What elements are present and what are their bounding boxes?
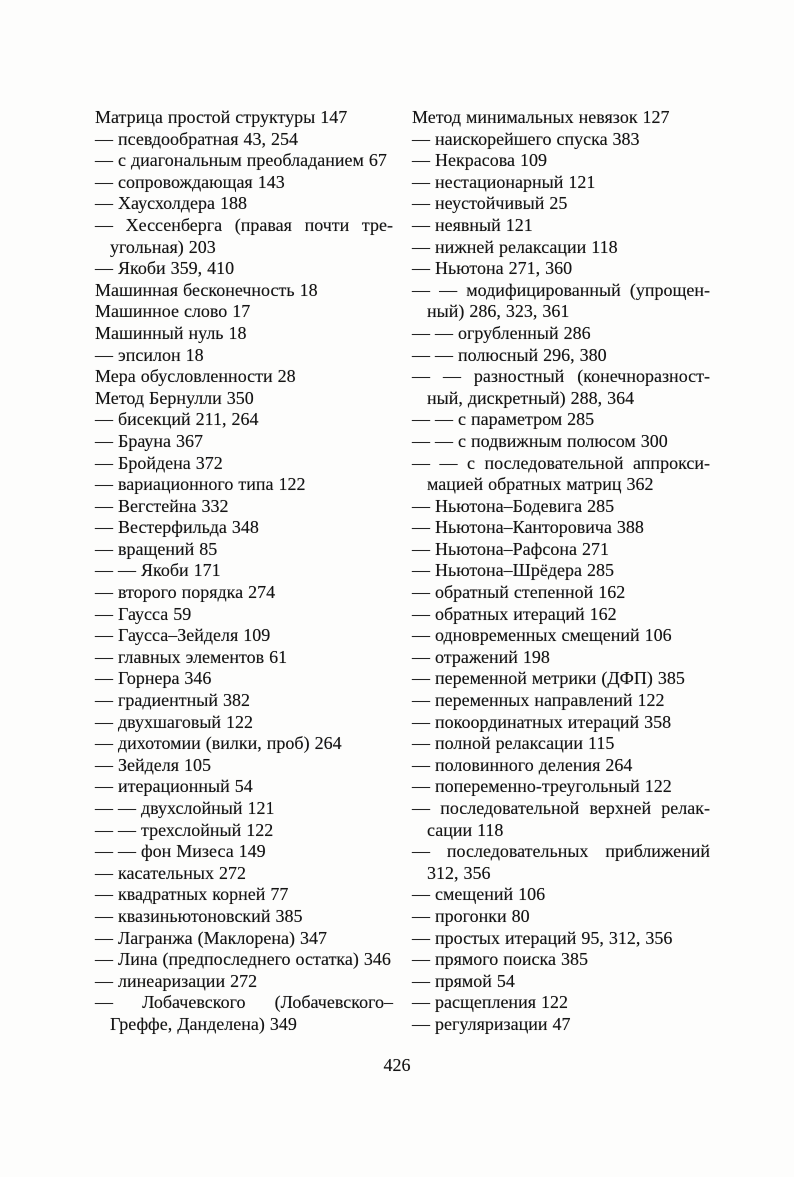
index-entry: — — с параметром 285 (412, 409, 595, 430)
index-entry: — итерационный 54 (95, 776, 253, 797)
index-entry: — смещений 106 (412, 884, 546, 905)
index-entry: — нестационарный 121 (412, 171, 596, 192)
index-entry: — расщепления 122 (412, 992, 568, 1013)
index-entry: — линеаризации 272 (95, 970, 258, 991)
index-entry: — градиентный 382 (95, 690, 251, 711)
index-entry: — эпсилон 18 (95, 344, 204, 365)
index-entry: — простых итераций 95, 312, 356 (412, 927, 673, 948)
index-entry: — Вестерфильда 348 (95, 517, 259, 538)
index-entry: — Ньютона–Бодевига 285 (412, 495, 615, 516)
index-entry: — последовательных приближений 312, 356 (412, 841, 710, 883)
index-entry: — Бройдена 372 (95, 452, 223, 473)
index-entry: — — полюсный 296, 380 (412, 344, 607, 365)
index-entry: — — модифицированный (упрощенный) 286, 323, 361 (412, 279, 710, 322)
index-entry: — неявный 121 (412, 214, 533, 235)
index-entry: — обратный степенной 162 (412, 582, 626, 603)
index-entry: — — разностный (конечноразностный, дискретный) 288, 364 (412, 366, 710, 408)
index-entry: Матрица простой структуры 147 (95, 107, 348, 127)
index-entry: — — трехслойный 122 (95, 819, 274, 840)
index-entry: — квазиньютоновский 385 (95, 905, 303, 926)
index-entry: — — с подвижным полюсом 300 (412, 430, 668, 451)
index-entry: — Лина (предпоследнего остатка) 346 (95, 949, 391, 970)
index-entry: — главных элементов 61 (95, 646, 288, 667)
index-entry: — двухшаговый 122 (95, 711, 254, 732)
index-entry: — — двухслойный 121 (95, 798, 275, 818)
index-entry: — переменной метрики (ДФП) 385 (412, 668, 685, 689)
index-column-left (95, 107, 393, 1036)
index-entry: — Брауна 367 (95, 430, 204, 451)
index-entry: — псевдообратная 43, 254 (95, 128, 298, 149)
index-entry: — — фон Мизеса 149 (95, 841, 266, 862)
index-entry: — покоординатных итераций 358 (412, 711, 672, 732)
index-entry: — Горнера 346 (95, 668, 212, 689)
index-entry: — дихотомии (вилки, проб) 264 (95, 733, 342, 754)
index-entry: — обратных итераций 162 (412, 603, 617, 624)
index-entry: — прогонки 80 (412, 905, 530, 926)
index-entry: — прямой 54 (412, 970, 515, 991)
index-entry: — Ньютона–Шрёдера 285 (412, 560, 614, 581)
index-entry: — с диагональным преобладанием 67 (95, 150, 387, 171)
index-entry: Машинное слово 17 (95, 301, 251, 322)
index-entry: — отражений 198 (412, 646, 550, 667)
index-entry: — последовательной верхней релаксации 118 (412, 798, 710, 840)
index-entry: — Хаусхолдера 188 (95, 193, 248, 214)
index-entry: — нижней релаксации 118 (412, 236, 618, 257)
index-entry: — прямого поиска 385 (412, 949, 588, 970)
index-entry: — Вегстейна 332 (95, 495, 229, 516)
index-entry: — Гаусса–Зейделя 109 (95, 625, 271, 646)
index-entry: — переменных направлений 122 (412, 690, 665, 711)
index-entry: — вариационного типа 122 (95, 474, 306, 495)
index-entry: — — Якоби 171 (95, 560, 221, 581)
index-entry: — Ньютона 271, 360 (412, 258, 573, 279)
index-entry: — бисекций 211, 264 (95, 409, 259, 430)
index-entry: — Зейделя 105 (95, 754, 212, 775)
index-column-right (412, 107, 710, 1036)
index-entry: — — огрубленный 286 (412, 322, 591, 343)
index-entry: — Ньютона–Рафсона 271 (412, 538, 609, 559)
index-entry: — полной релаксации 115 (412, 733, 615, 754)
index-entry: — — с последовательной аппроксимацией обратных матриц 362 (412, 452, 710, 495)
index-entry: — сопровождающая 143 (95, 171, 285, 192)
index-entry: Метод Бернулли 350 (95, 387, 254, 408)
index-entry: — Ньютона–Канторовича 388 (412, 517, 644, 538)
index-entry: — регуляризации 47 (412, 1013, 571, 1034)
index-entry: Машинный нуль 18 (95, 322, 247, 343)
index-entry: Метод минимальных невязок 127 (412, 107, 670, 127)
index-entry: — Некрасова 109 (412, 150, 547, 171)
index-entry: — Лобачевского (Лобачевского–Греффе, Данделена) 349 (95, 992, 393, 1034)
index-entry: — Гаусса 59 (95, 603, 192, 624)
index-columns (95, 107, 711, 1036)
index-entry: — Якоби 359, 410 (95, 258, 235, 279)
index-entry: — касательных 272 (95, 862, 246, 883)
index-entry: — Хессенберга (правая почти треугольная) 203 (95, 214, 393, 257)
index-entry: — наискорейшего спуска 383 (412, 128, 640, 149)
index-entry: Машинная бесконечность 18 (95, 279, 318, 300)
index-entry: — половинного деления 264 (412, 754, 633, 775)
index-entry: — квадратных корней 77 (95, 884, 289, 905)
index-entry: — неустойчивый 25 (412, 193, 568, 214)
page-number: 426 (383, 1055, 411, 1075)
index-entry: — Лагранжа (Маклорена) 347 (95, 927, 327, 948)
index-entry: Мера обусловленности 28 (95, 366, 296, 387)
index-entry: — попеременно-треугольный 122 (412, 776, 672, 797)
index-entry: — второго порядка 274 (95, 582, 276, 603)
index-entry: — одновременных смещений 106 (412, 625, 672, 646)
index-entry: — вращений 85 (95, 538, 218, 559)
